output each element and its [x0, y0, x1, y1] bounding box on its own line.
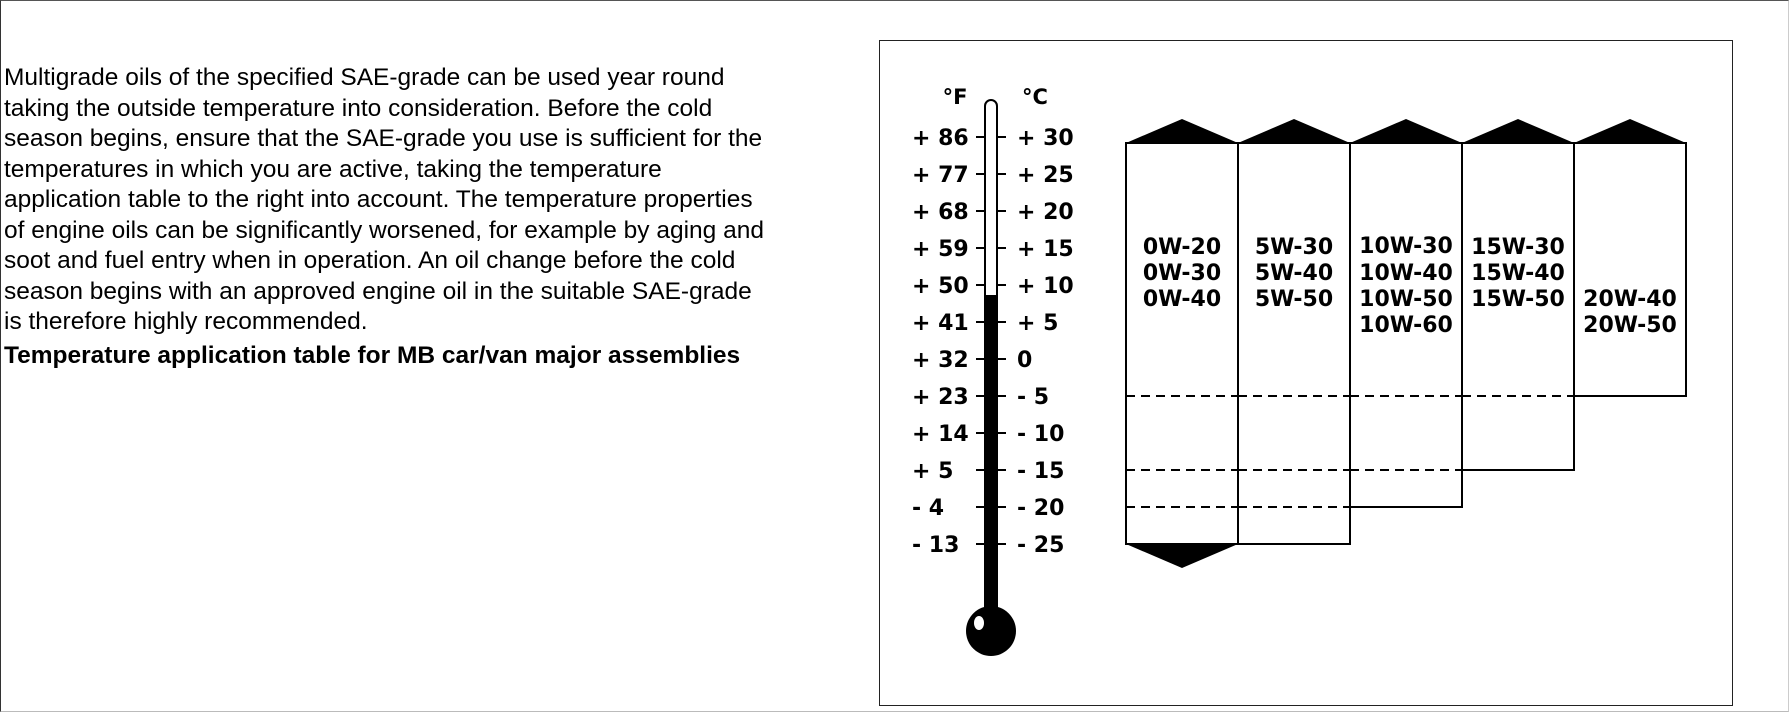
- oil-grade-label: 20W-50: [1583, 313, 1677, 338]
- celsius-tick-label: - 25: [1017, 533, 1065, 558]
- celsius-tick-label: - 15: [1017, 459, 1065, 484]
- paragraph-line: taking the outside temperature into consideration. Before the cold: [4, 94, 713, 122]
- fahrenheit-unit-label: °F: [942, 85, 968, 109]
- paragraph-line: season begins, ensure that the SAE-grade you use is sufficient for the: [4, 125, 763, 152]
- thermometer-bulb: [966, 606, 1016, 656]
- body-paragraph: [4, 63, 839, 338]
- celsius-tick-label: 0: [1017, 348, 1033, 373]
- oil-grade-label: 0W-30: [1142, 261, 1222, 286]
- oil-grade-column: [1574, 143, 1686, 396]
- fahrenheit-tick-label: + 68: [912, 200, 969, 225]
- document-text: [4, 63, 839, 371]
- oil-grade-label: 0W-20: [1142, 235, 1222, 260]
- paragraph-line: of engine oils can be significantly worsened, for example by aging and: [4, 216, 764, 244]
- oil-grade-label: 5W-50: [1254, 287, 1334, 312]
- oil-grade-label: 15W-50: [1471, 287, 1565, 312]
- paragraph-line: Multigrade oils of the specified SAE-grade can be used year round: [4, 64, 725, 91]
- paragraph-line: is therefore highly recommended.: [4, 308, 368, 335]
- column-top-arrow: [1462, 119, 1574, 143]
- paragraph-line: season begins with an approved engine oil in the suitable SAE-grade: [4, 277, 752, 305]
- oil-grade-label: 15W-30: [1471, 235, 1565, 260]
- fahrenheit-tick-label: + 59: [912, 237, 969, 262]
- fahrenheit-tick-label: + 32: [912, 348, 969, 373]
- celsius-tick-label: + 20: [1017, 200, 1074, 225]
- oil-grade-label: 10W-40: [1359, 261, 1453, 286]
- table-heading: Temperature application table for MB car/van major assemblies: [4, 341, 741, 369]
- temperature-chart: [880, 41, 1734, 707]
- fahrenheit-tick-label: + 23: [912, 385, 969, 410]
- column-top-arrow: [1350, 119, 1462, 143]
- column-top-arrow: [1126, 119, 1238, 143]
- paragraph-line: temperatures in which you are active, taking the temperature: [4, 155, 662, 183]
- fahrenheit-tick-label: + 86: [912, 126, 969, 151]
- column-top-arrow: [1238, 119, 1350, 143]
- celsius-tick-label: - 20: [1017, 496, 1065, 521]
- oil-grade-label: 5W-30: [1254, 235, 1334, 260]
- oil-grade-label: 5W-40: [1254, 261, 1334, 286]
- celsius-tick-label: - 10: [1017, 422, 1065, 447]
- fahrenheit-tick-label: - 13: [912, 533, 960, 558]
- oil-grade-label: 20W-40: [1583, 287, 1677, 312]
- temperature-application-figure: [879, 40, 1733, 706]
- thermometer-bulb-highlight: [974, 616, 984, 630]
- celsius-tick-label: + 5: [1017, 311, 1059, 336]
- column-top-arrow: [1574, 119, 1686, 143]
- oil-grade-label: 15W-40: [1471, 261, 1565, 286]
- fahrenheit-tick-label: + 41: [912, 311, 969, 336]
- fahrenheit-tick-label: + 77: [912, 163, 969, 188]
- celsius-unit-label: °C: [1022, 85, 1048, 109]
- paragraph-line: soot and fuel entry when in operation. An oil change before the cold: [4, 247, 736, 274]
- oil-grade-label: 10W-30: [1359, 234, 1453, 259]
- paragraph-line: application table to the right into account. The temperature properties: [4, 186, 753, 213]
- thermometer-fill: [985, 295, 997, 613]
- celsius-tick-label: - 5: [1017, 385, 1050, 410]
- celsius-tick-label: + 15: [1017, 237, 1074, 262]
- oil-grade-column: [1126, 143, 1238, 544]
- celsius-tick-label: + 25: [1017, 163, 1074, 188]
- oil-grade-column: [1238, 143, 1350, 544]
- celsius-tick-label: + 10: [1017, 274, 1074, 299]
- fahrenheit-tick-label: - 4: [912, 496, 945, 521]
- oil-grade-label: 10W-60: [1359, 313, 1453, 338]
- fahrenheit-tick-label: + 50: [912, 274, 969, 299]
- column-bottom-arrow: [1126, 544, 1238, 568]
- fahrenheit-tick-label: + 14: [912, 422, 969, 447]
- oil-grade-label: 0W-40: [1142, 287, 1222, 312]
- fahrenheit-tick-label: + 5: [912, 459, 954, 484]
- oil-grade-label: 10W-50: [1359, 287, 1453, 312]
- celsius-tick-label: + 30: [1017, 126, 1074, 151]
